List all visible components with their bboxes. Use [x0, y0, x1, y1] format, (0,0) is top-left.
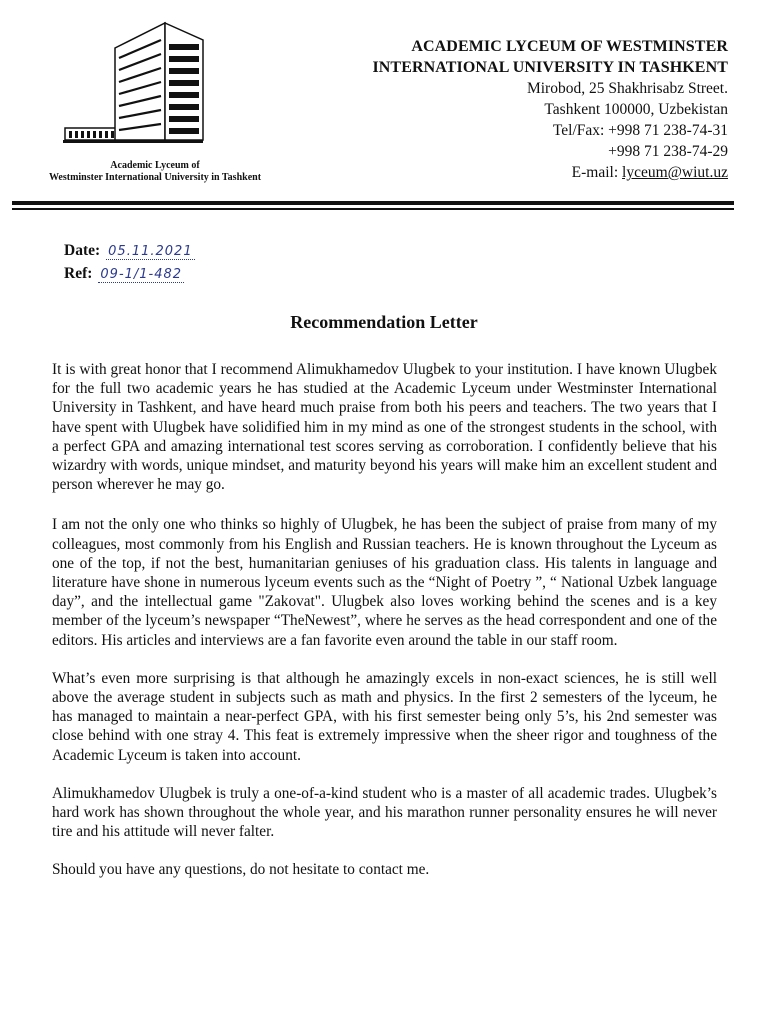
header-divider-thin — [12, 208, 734, 210]
paragraph: Alimukhamedov Ulugbek is truly a one-of-a-kind student who is a master of all academic trades. Ulugbek’s hard work has shown throughout the whole year, and his marathon runner personality ensures he will never tire and his attitude will never falter. — [52, 784, 717, 841]
paragraph: What’s even more surprising is that although he amazingly excels in non-exact sciences, he is still well above the average student in subjects such as math and physics. In the first 2 semesters of the lyceum, he has managed to maintain a near-perfect GPA, with his first semester being only 5’s, his 2nd semester was close behind with one stray 4. This feat is extremely impressive when the sheer rigor and toughness of the Academic Lyceum is taken into account. — [52, 669, 717, 764]
logo-caption-line1: Academic Lyceum of — [110, 160, 200, 171]
lyceum-building-logo — [55, 18, 215, 158]
address-line1: Mirobod, 25 Shakhrisabz Street. — [526, 80, 728, 97]
org-name-line1: ACADEMIC LYCEUM OF WESTMINSTER — [411, 38, 728, 55]
letter-meta — [64, 240, 195, 286]
ref-label: Ref: — [64, 265, 93, 282]
header-divider-thick — [12, 201, 734, 205]
date-value: 05.11.2021 — [108, 244, 193, 259]
ref-row — [64, 263, 195, 286]
org-name-line2: INTERNATIONAL UNIVERSITY IN TASHKENT — [372, 59, 728, 76]
date-label: Date: — [64, 242, 101, 259]
paragraph: It is with great honor that I recommend Alimukhamedov Ulugbek to your institution. I have known Ulugbek for the full two academic years he has studied at the Academic Lyceum under Westminster International University in Tashkent, and have heard much praise from both his peers and teachers. The two years that I have spent with Ulugbek have solidified him in my mind as one of the strongest students in the school, with a perfect GPA and amazing international test scores serving as corroboration. I confidently believe that his wizardry with words, unique mindset, and maturity beyond his years will make him an excellent student and person wherever he may go. — [52, 361, 717, 494]
logo-caption-line2: Westminster International University in Tashkent — [48, 172, 262, 183]
address-line2: Tashkent 100000, Uzbekistan — [544, 101, 728, 118]
phone-line2: +998 71 238-74-29 — [608, 143, 728, 160]
email-label: E-mail: — [571, 164, 623, 181]
paragraph: Should you have any questions, do not hesitate to contact me. — [52, 861, 430, 879]
paragraph: I am not the only one who thinks so highly of Ulugbek, he has been the subject of praise from many of my colleagues, most commonly from his English and Russian teachers. He is known throughout the Lyceum as one of the top, if not the best, humanitarian geniuses of his graduation class. His talents in language and literature have shone in numerous lyceum events such as the “Night of Poetry ”, “ National Uzbek language day”, and the intellectual game "Zakovat". Ulugbek also loves working behind the scenes and is a key member of the lyceum’s newspaper “TheNewest”, where he serves as the head correspondent and one of the editors. His articles and interviews are a fan favorite even around the table in our staff room. — [52, 516, 717, 649]
letter-title: Recommendation Letter — [290, 312, 478, 332]
phone-line1: Tel/Fax: +998 71 238-74-31 — [552, 122, 728, 139]
ref-value: 09-1/1-482 — [100, 267, 183, 282]
letter-body — [52, 360, 717, 899]
date-row — [64, 240, 195, 263]
email-line — [308, 162, 728, 183]
logo-caption — [20, 160, 290, 184]
letterhead-contact — [308, 36, 728, 183]
email-link[interactable]: lyceum@wiut.uz — [622, 164, 728, 181]
